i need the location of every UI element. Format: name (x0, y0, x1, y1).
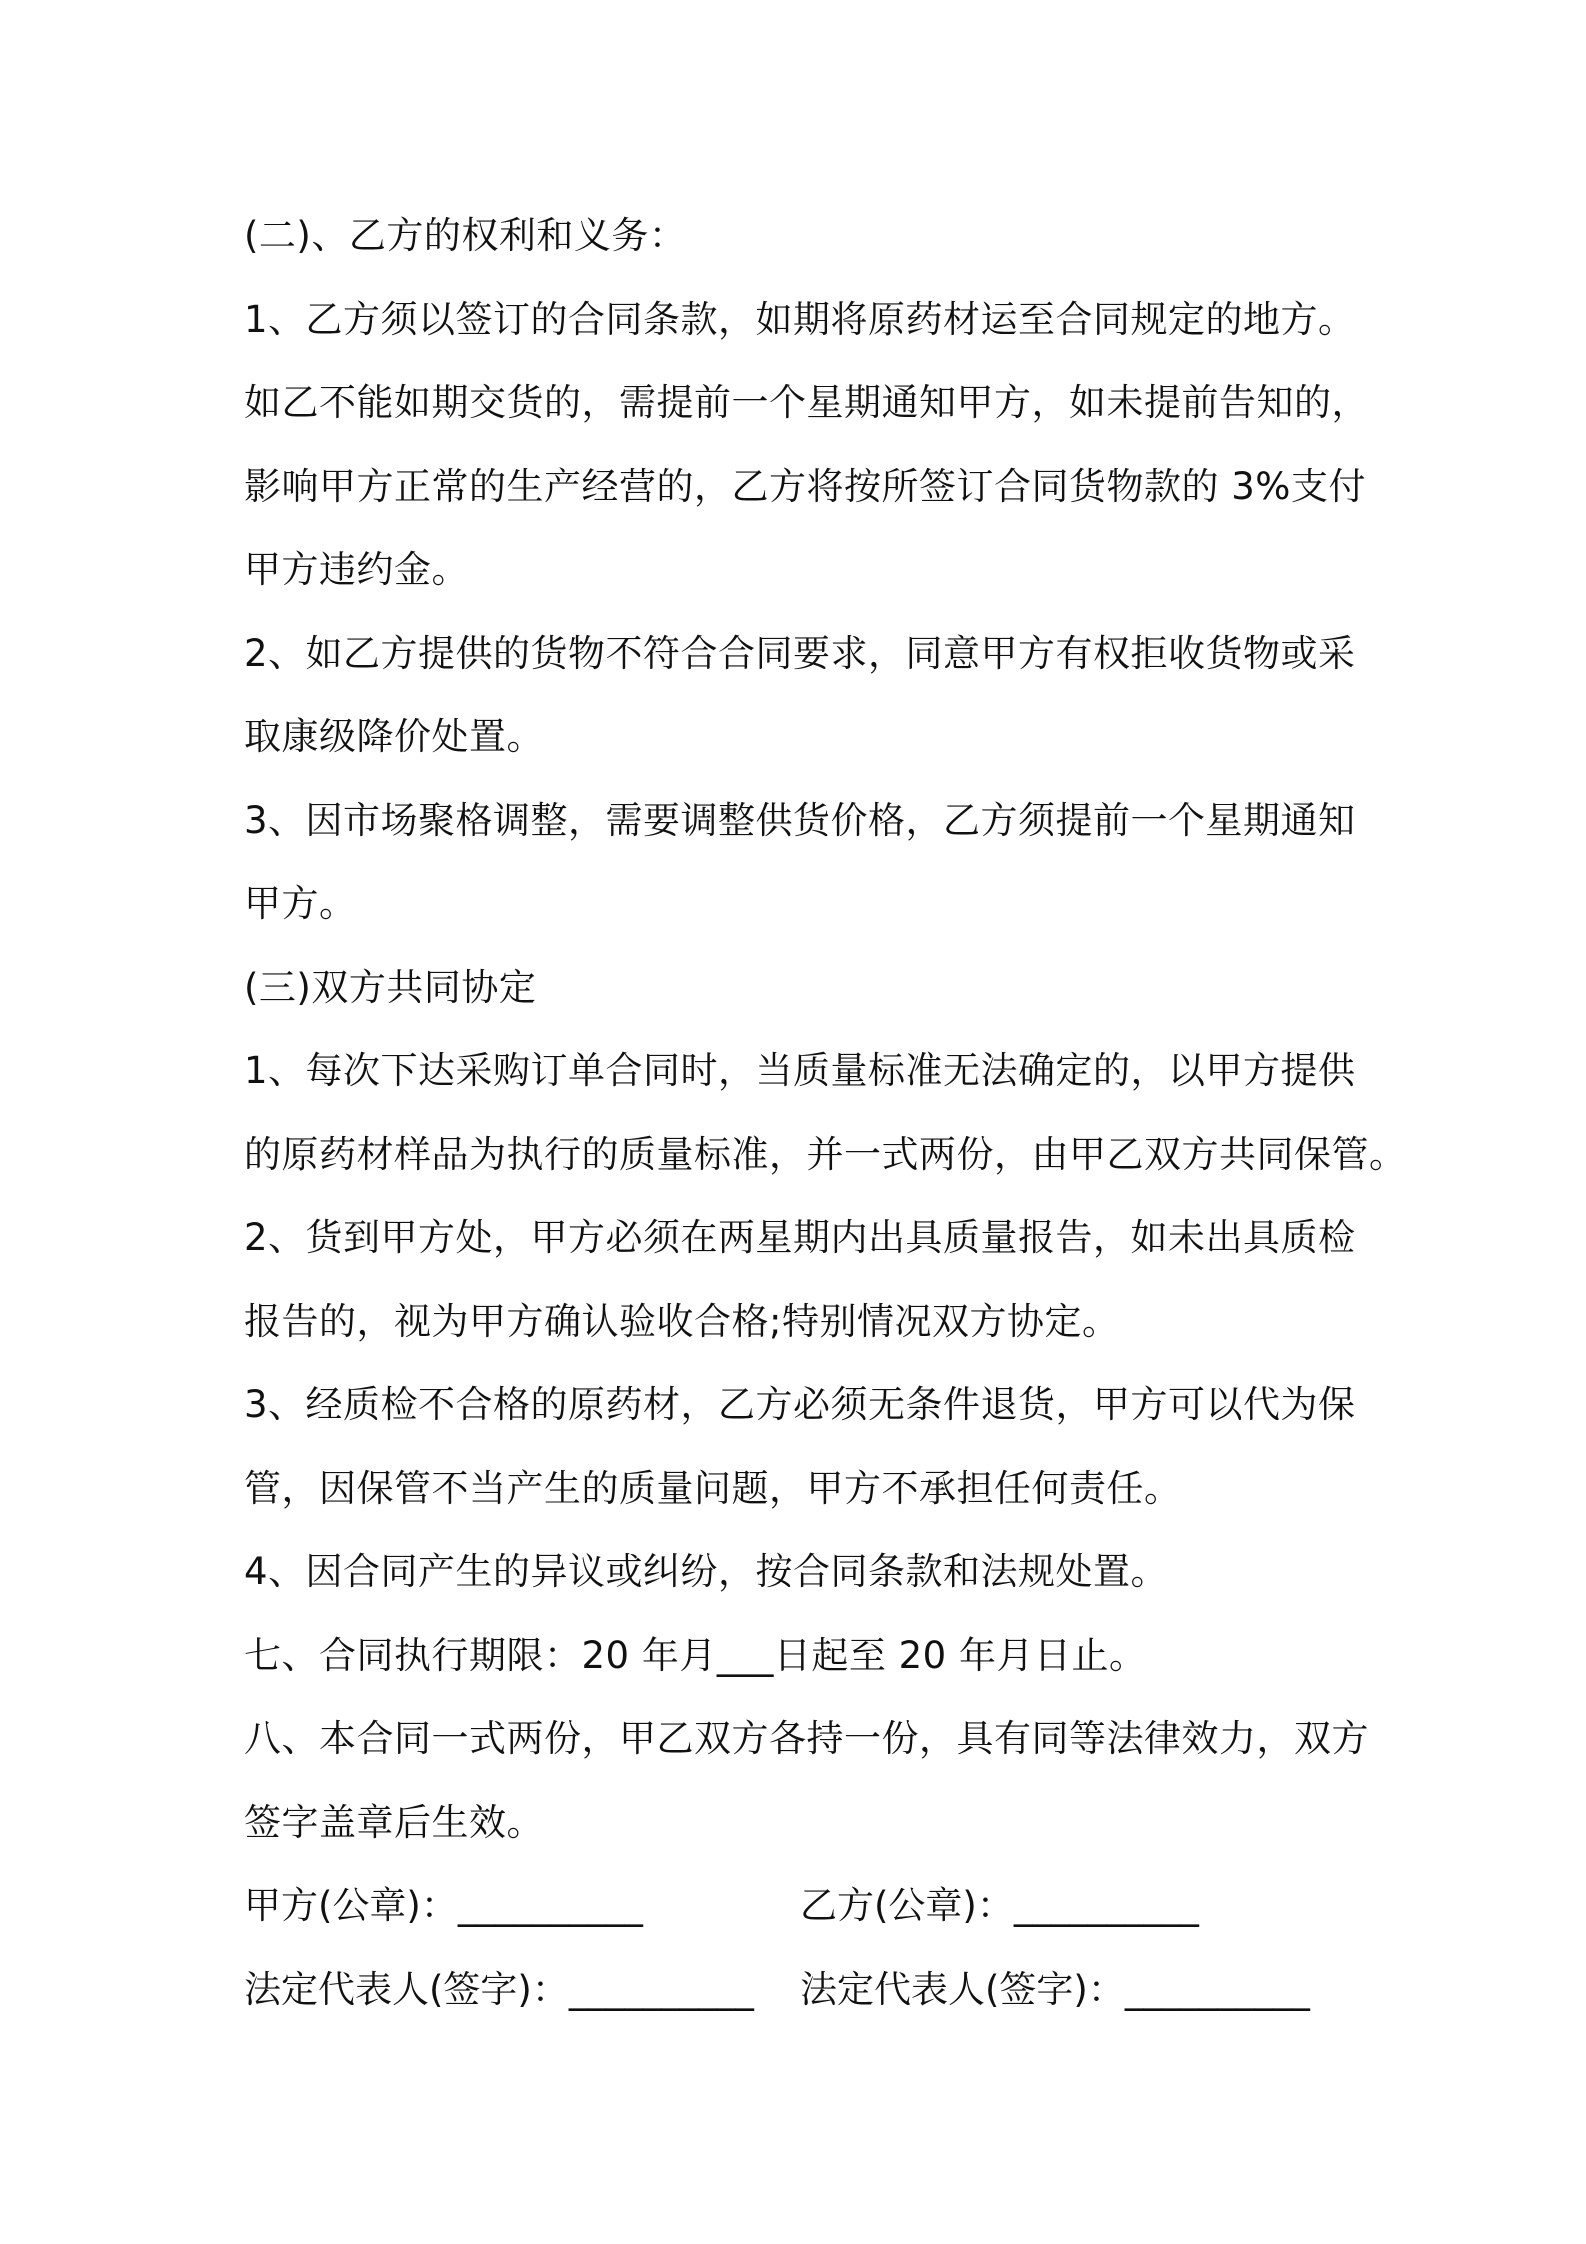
clause-b3-line-1: 3、因市场聚格调整，需要调整供货价格，乙方须提前一个星期通知 (244, 798, 1356, 842)
signature-row-representative (244, 1948, 1364, 2032)
section-heading-party-b-rights: (二)、乙方的权利和义务： (244, 214, 687, 257)
section-copies-line-1: 八、本合同一式两份，甲乙双方各持一份，具有同等法律效力，双方 (244, 1717, 1369, 1760)
clause-b1-line-3: 影响甲方正常的生产经营的，乙方将按所签订合同货物款的 3%支付 (244, 464, 1366, 508)
document-body (244, 194, 1407, 2031)
party-b-representative-field: 法定代表人(签字)：__________ (800, 1967, 1310, 2011)
signature-row-seal (244, 1864, 1364, 1948)
clause-b1-line-4: 甲方违约金。 (244, 548, 469, 591)
clause-c3-line-1: 3、经质检不合格的原药材，乙方必须无条件退货，甲方可以代为保 (244, 1383, 1356, 1426)
clause-c3-line-2: 管，因保管不当产生的质量问题，甲方不承担任何责任。 (244, 1466, 1182, 1510)
clause-b2-line-2: 取康级降价处置。 (244, 715, 544, 758)
clause-b3-line-2: 甲方。 (244, 882, 357, 925)
clause-c4-line-1: 4、因合同产生的异议或纠纷，按合同条款和法规处置。 (244, 1550, 1169, 1593)
clause-b1-line-1: 1、乙方须以签订的合同条款，如期将原药材运至合同规定的地方。 (244, 297, 1356, 341)
clause-b1-line-2: 如乙不能如期交货的，需提前一个星期通知甲方，如未提前告知的， (244, 381, 1369, 424)
clause-c2-line-1: 2、货到甲方处，甲方必须在两星期内出具质量报告，如未出具质检 (244, 1216, 1356, 1259)
party-a-representative-field: 法定代表人(签字)：__________ (244, 1967, 754, 2011)
party-b-seal-field: 乙方(公章)：__________ (800, 1884, 1199, 1927)
party-a-seal-field: 甲方(公章)：__________ (244, 1884, 643, 1927)
clause-b2-line-1: 2、如乙方提供的货物不符合合同要求，同意甲方有权拒收货物或采 (244, 631, 1356, 675)
clause-c2-line-2: 报告的，视为甲方确认验收合格;特别情况双方协定。 (244, 1299, 1120, 1343)
clause-c1-line-2: 的原药材样品为执行的质量标准，并一式两份，由甲乙双方共同保管。 (244, 1132, 1407, 1176)
section-copies-line-2: 签字盖章后生效。 (244, 1800, 544, 1844)
clause-c1-line-1: 1、每次下达采购订单合同时，当质量标准无法确定的，以甲方提供 (244, 1049, 1356, 1092)
section-heading-mutual-agreement: (三)双方共同协定 (244, 965, 537, 1009)
section-contract-term: 七、合同执行期限：20 年月___日起至 20 年月日止。 (244, 1633, 1147, 1677)
